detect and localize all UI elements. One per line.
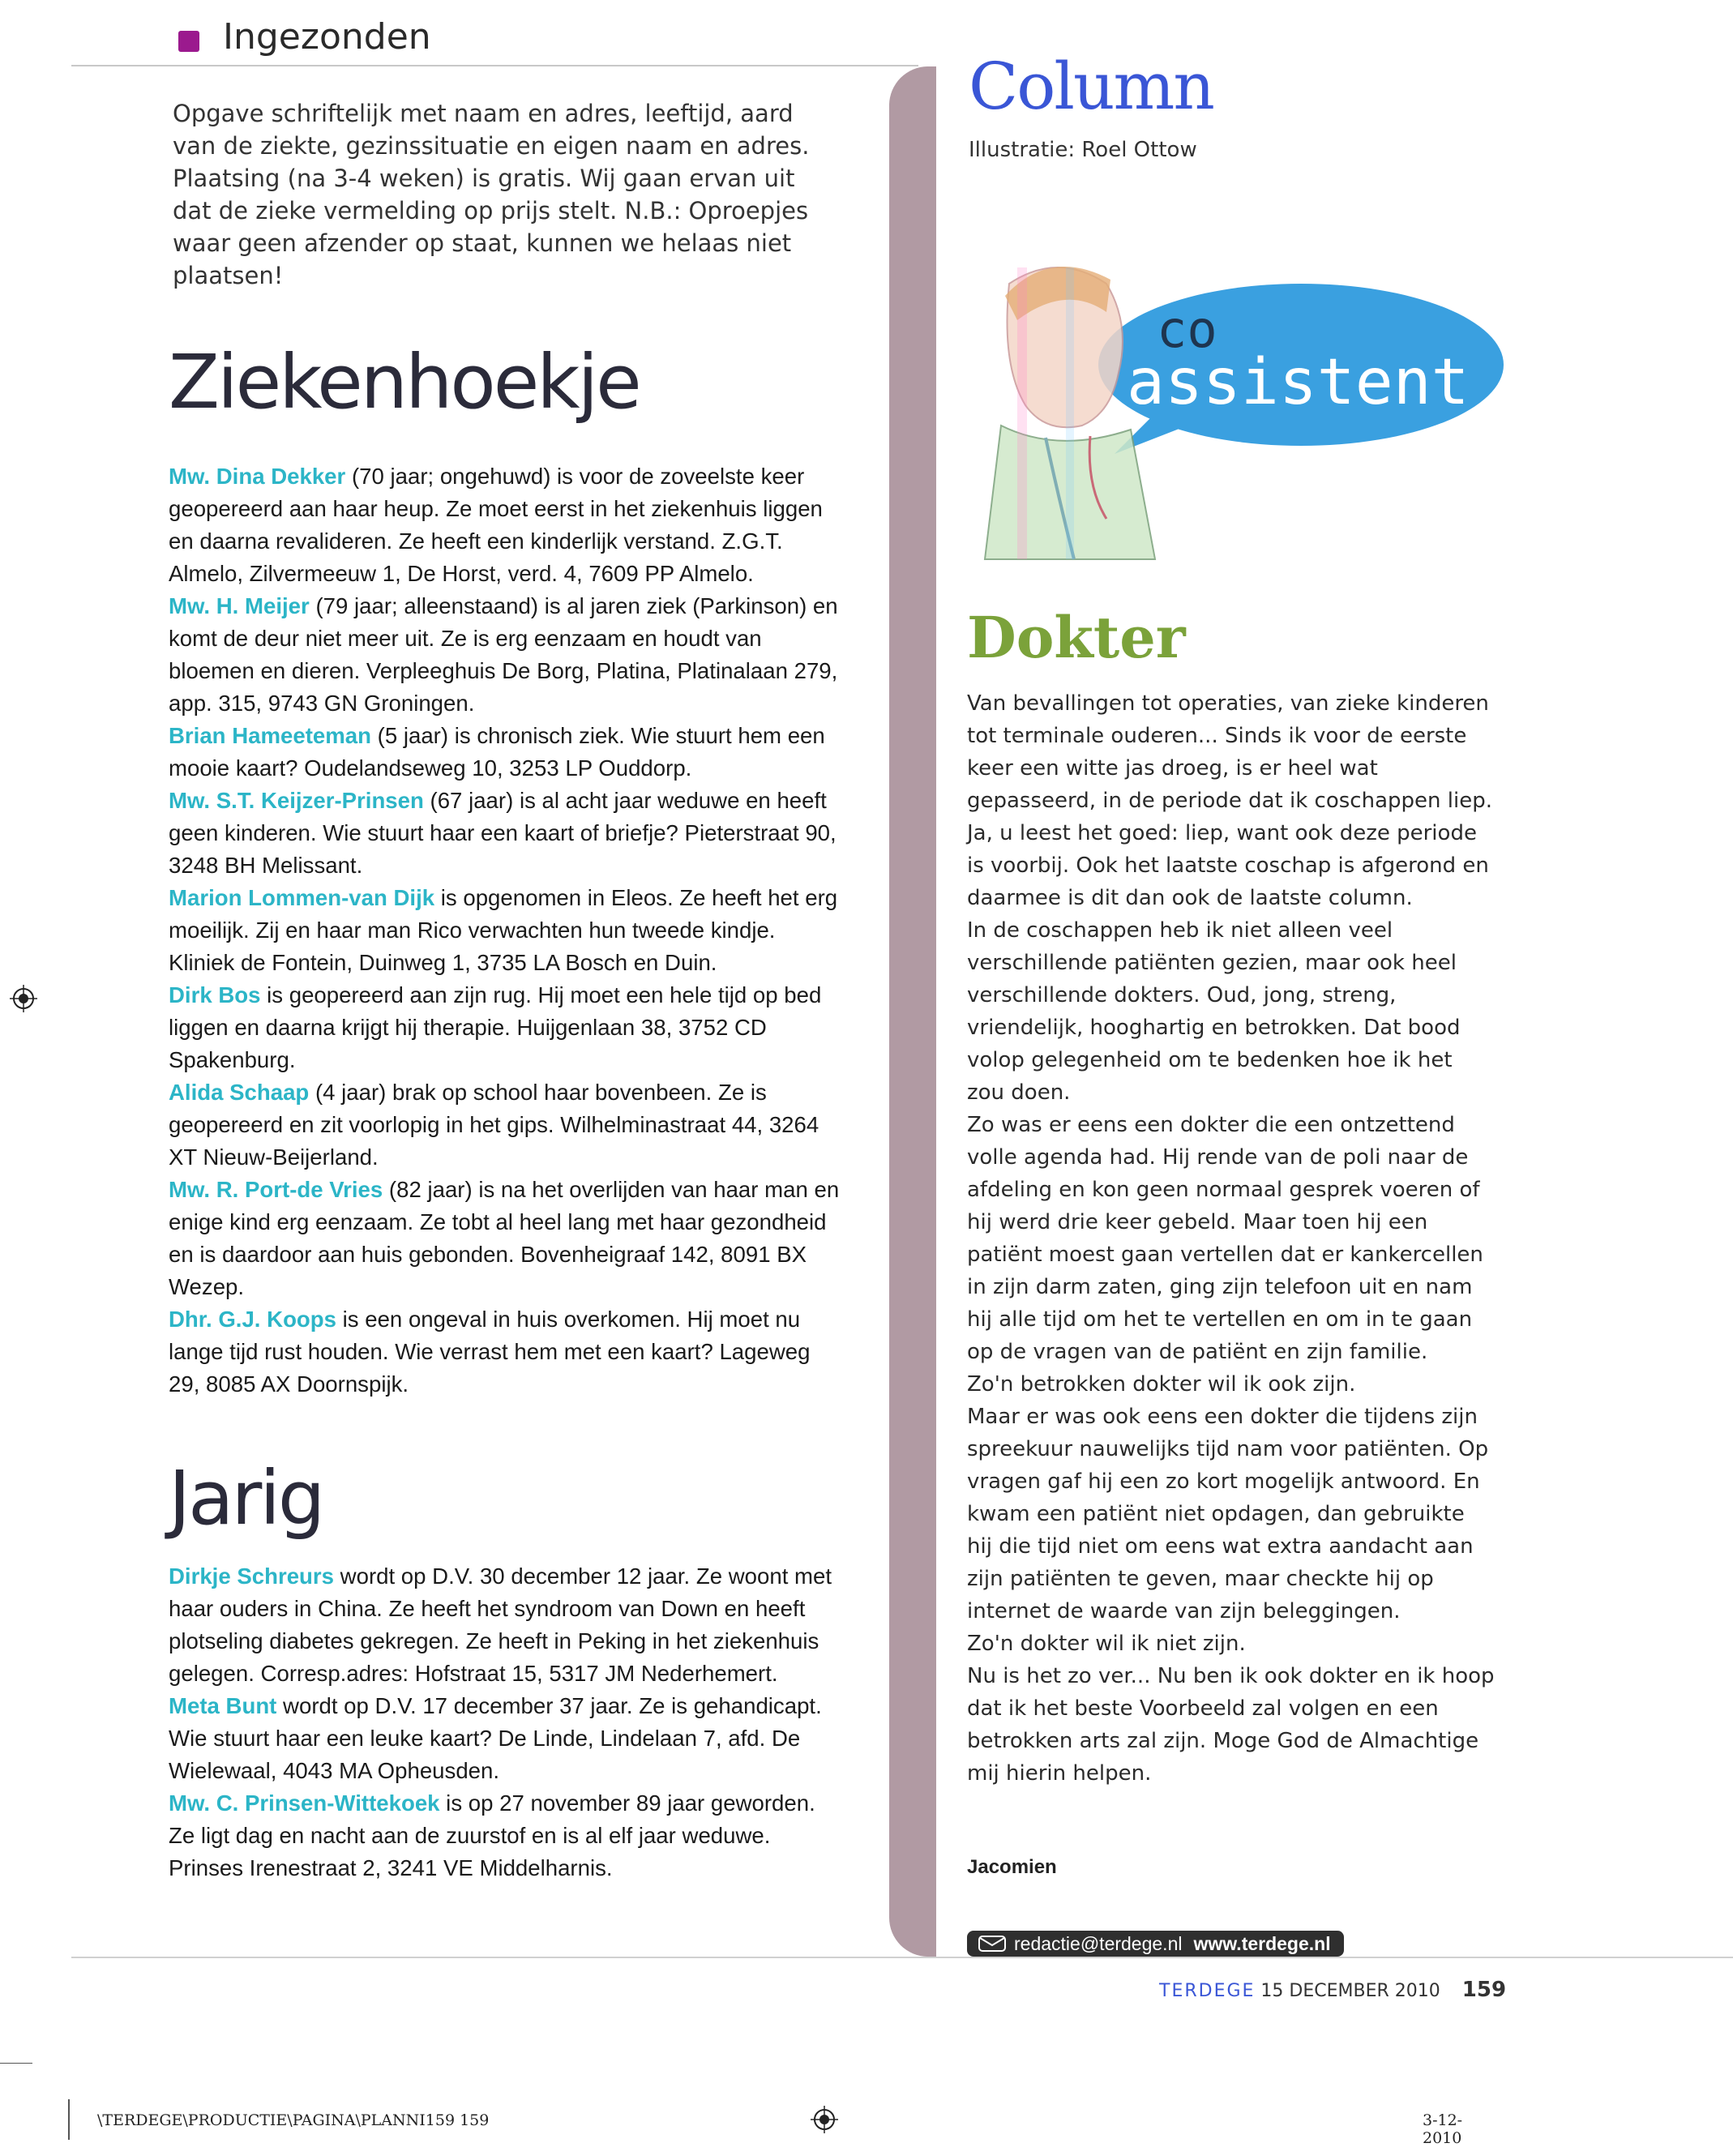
- article-paragraph: Zo was er eens een dokter die een ontzettend volle agenda had. Hij rende van de poli naar de afdeling en kon geen normaal gesprek voeren of hij werd drie keer gebeld. Maar toen hij een patiënt moest gaan vertellen dat er kankercellen in zijn darm zaten, ging zijn telefoon uit en nam hij alle tijd om het te vertellen en om in te gaan op de vragen van de patiënt en zijn familie.: [967, 1113, 1483, 1364]
- list-item: [169, 1303, 841, 1401]
- entry-text: (4 jaar) brak op school haar bovenbeen. Ze is geopereerd en zit voorlopig in het gips. Wilhelminastraat 44, 3264 XT Nieuw-Beijerland.: [169, 1080, 819, 1170]
- jarig-list: [169, 1560, 841, 1884]
- column-divider-bar: [889, 66, 936, 1957]
- entry-text: is opgenomen in Eleos. Ze heeft het erg moeilijk. Zij en haar man Rico verwachten hun tweede kindje. Kliniek de Fontein, Duinweg 1, 3735 LA Bosch en Duin.: [169, 885, 838, 975]
- slug-path: \TERDEGE\PRODUCTIE\PAGINA\PLANNI159 159: [97, 2111, 490, 2129]
- contact-bar: [967, 1931, 1344, 1957]
- entry-text: (79 jaar; alleenstaand) is al jaren ziek (Parkinson) en komt de deur niet meer uit. Ze is erg eenzaam en houdt van bloemen en dieren. Verpleeghuis De Borg, Platina, Platinalaan 279, app. 315, 9743 GN Groningen.: [169, 593, 838, 716]
- list-item: [169, 1787, 841, 1884]
- list-item: [169, 1076, 841, 1174]
- entry-text: (82 jaar) is na het overlijden van haar man en enige kind erg eenzaam. Ze tobt al heel lang met haar gezondheid en is daardoor aan huis gebonden. Bovenheigraaf 142, 8091 BX Wezep.: [169, 1177, 840, 1299]
- article-author: Jacomien: [967, 1856, 1057, 1878]
- list-item: [169, 1690, 841, 1787]
- art-text-assistent: assistent: [1127, 346, 1470, 419]
- list-item: [169, 1174, 841, 1303]
- envelope-icon: [978, 1936, 1006, 1952]
- crop-mark: [0, 2063, 32, 2064]
- list-item: [169, 785, 841, 882]
- coassistent-illustration: [969, 251, 1496, 559]
- list-item: [169, 460, 841, 590]
- registration-mark-icon: [10, 985, 37, 1012]
- entry-text: is geopereerd aan zijn rug. Hij moet een hele tijd op bed liggen en daarna krijgt hij therapie. Huijgenlaan 38, 3752 CD Spakenburg.: [169, 982, 822, 1072]
- entry-text: is een ongeval in huis overkomen. Hij moet nu lange tijd rust houden. Wie verrast hem met een kaart? Lageweg 29, 8085 AX Doornspijk.: [169, 1307, 811, 1397]
- art-text-co: co: [1157, 300, 1217, 359]
- list-item: [169, 720, 841, 785]
- page-number: 159: [1461, 1978, 1507, 2002]
- bottom-divider: [71, 1957, 1733, 1958]
- entry-name: Dhr. G.J. Koops: [169, 1307, 336, 1332]
- entry-text: (70 jaar; ongehuwd) is voor de zoveelste keer geopereerd aan haar heup. Ze moet eerst in het ziekenhuis liggen en daarna revalideren. Ze heeft een kinderlijk verstand. Z.G.T. Almelo, Zilvermeeuw 1, De Horst, verd. 4, 7609 PP Almelo.: [169, 464, 823, 586]
- registration-mark-icon: [811, 2106, 838, 2133]
- list-item: [169, 882, 841, 979]
- article-paragraph: Nu is het zo ver... Nu ben ik ook dokter en ik hoop dat ik het beste Voorbeeld zal volgen en een betrokken arts zal zijn. Moge God de Almachtige mij hierin helpen.: [967, 1664, 1495, 1786]
- email-link[interactable]: redactie@terdege.nl: [1014, 1933, 1183, 1954]
- entry-name: Alida Schaap: [169, 1080, 310, 1105]
- entry-name: Mw. S.T. Keijzer-Prinsen: [169, 788, 424, 813]
- ziekenhoekje-list: [169, 460, 841, 1401]
- article-paragraph: Van bevallingen tot operaties, van zieke kinderen tot terminale ouderen... Sinds ik voor de eerste keer een witte jas droeg, is er heel wat gepasseerd, in de periode dat ik coschappen liep. Ja, u leest het goed: liep, want ook deze periode is voorbij. Ook het laatste coschap is afgerond en daarmee is dit dan ook de laatste column.: [967, 691, 1492, 910]
- article-heading: Dokter: [967, 604, 1186, 671]
- page-footer: [1159, 1978, 1506, 2002]
- column-title: Column: [969, 49, 1213, 124]
- entry-name: Mw. C. Prinsen-Wittekoek: [169, 1790, 440, 1816]
- entry-name: Marion Lommen-van Dijk: [169, 885, 435, 910]
- article-paragraph: Zo'n betrokken dokter wil ik ook zijn.: [967, 1372, 1356, 1397]
- intro-text: Opgave schriftelijk met naam en adres, leeftijd, aard van de ziekte, gezinssituatie en eigen naam en adres. Plaatsing (na 3-4 weken) is gratis. Wij gaan ervan uit dat de zieke vermelding op prijs stelt. N.B.: Oproepjes waar geen afzender op staat, kunnen we helaas niet plaatsen!: [173, 100, 810, 289]
- entry-name: Mw. R. Port-de Vries: [169, 1177, 383, 1202]
- list-item: [169, 1560, 841, 1690]
- article-body: [967, 687, 1496, 1790]
- section-label: Ingezonden: [223, 16, 431, 58]
- jarig-heading: Jarig: [169, 1455, 323, 1542]
- list-item: [169, 979, 841, 1076]
- entry-name: Mw. Dina Dekker: [169, 464, 346, 489]
- entry-name: Dirk Bos: [169, 982, 261, 1007]
- entry-text: (67 jaar) is al acht jaar weduwe en heeft geen kinderen. Wie stuurt haar een kaart of briefje? Pieterstraat 90, 3248 BH Melissant.: [169, 788, 837, 878]
- entry-name: Dirkje Schreurs: [169, 1564, 334, 1589]
- crop-mark: [68, 2099, 70, 2140]
- entry-text: wordt op D.V. 17 december 37 jaar. Ze is gehandicapt. Wie stuurt haar een leuke kaart? De Linde, Lindelaan 7, afd. De Wielewaal, 4043 MA Opheusden.: [169, 1693, 822, 1783]
- ziekenhoekje-heading: Ziekenhoekje: [169, 339, 640, 426]
- slug-date: 3-12-2010: [1423, 2111, 1463, 2147]
- entry-name: Mw. H. Meijer: [169, 593, 310, 618]
- article-paragraph: Zo'n dokter wil ik niet zijn.: [967, 1632, 1246, 1656]
- footer-date: 15 DECEMBER 2010: [1260, 1981, 1440, 2001]
- list-item: [169, 590, 841, 720]
- article-paragraph: Maar er was ook eens een dokter die tijdens zijn spreekuur nauwelijks tijd nam voor patiënten. Op vragen gaf hij een zo kort mogelijk antwoord. En kwam een patiënt niet opdagen, dan gebruikte hij die tijd niet om eens wat extra aandacht aan zijn patiënten te geven, maar checkte hij op internet de waarde van zijn beleggingen.: [967, 1405, 1489, 1623]
- top-divider: [71, 65, 918, 66]
- website-link[interactable]: www.terdege.nl: [1193, 1933, 1331, 1954]
- footer-brand: TERDEGE: [1159, 1981, 1256, 2001]
- entry-text: wordt op D.V. 30 december 12 jaar. Ze woont met haar ouders in China. Ze heeft het syndroom van Down en heeft plotseling diabetes gekregen. Ze heeft in Peking in het ziekenhuis gelegen. Corresp.adres: Hofstraat 15, 5317 JM Nederhemert.: [169, 1564, 832, 1686]
- entry-name: Meta Bunt: [169, 1693, 277, 1718]
- article-paragraph: In de coschappen heb ik niet alleen veel verschillende patiënten gezien, maar ook heel verschillende dokters. Oud, jong, streng, vriendelijk, hooghartig en betrokken. Dat bood volop gelegenheid om te bedenken hoe ik het zou doen.: [967, 918, 1461, 1105]
- illustration-credit: Illustratie: Roel Ottow: [969, 138, 1197, 162]
- entry-name: Brian Hameeteman: [169, 723, 371, 748]
- entry-text: is op 27 november 89 jaar geworden. Ze ligt dag en nacht aan de zuurstof en is al elf jaar weduwe. Prinses Irenestraat 2, 3241 VE Middelharnis.: [169, 1790, 815, 1880]
- section-marker-square: [178, 31, 199, 52]
- entry-text: (5 jaar) is chronisch ziek. Wie stuurt hem een mooie kaart? Oudelandseweg 10, 3253 LP Ouddorp.: [169, 723, 825, 781]
